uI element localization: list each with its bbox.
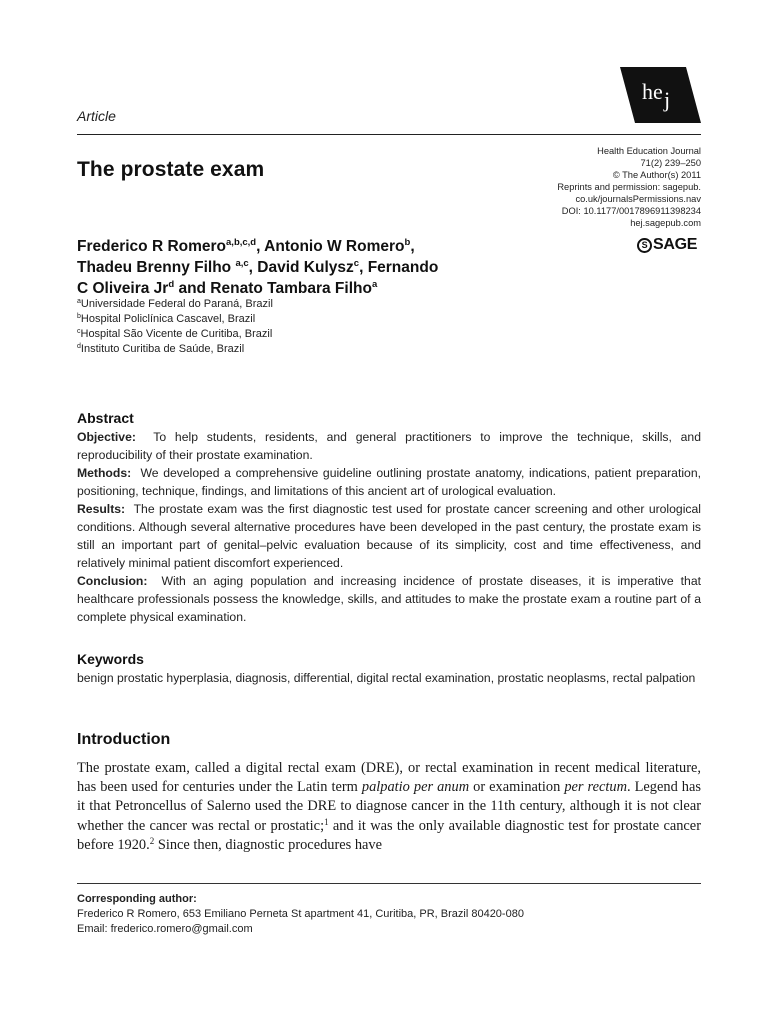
journal-reprints: Reprints and permission: sagepub. (557, 182, 701, 192)
journal-meta (461, 145, 701, 229)
author-name: Frederico R Romero (77, 238, 227, 255)
article-type-label: Article (77, 108, 116, 124)
abstract-label: Results: (77, 502, 126, 517)
author-separator: , (410, 238, 415, 255)
introduction-section (77, 729, 701, 855)
intro-text: Since then, diagnostic procedures have (154, 836, 383, 853)
journal-volume: 71(2) 239–250 (640, 158, 701, 168)
author-affil-sup: b (404, 237, 411, 248)
keywords-text: benign prostatic hyperplasia, diagnosis, differential, digital rectal examination, prostatic neoplasms, rectal palpation (77, 671, 696, 685)
author-separator: and Renato Tambara Filho (174, 280, 372, 297)
intro-text: . Legend has it that Petroncellus of Salerno used the DRE to diagnose cancer in the 11th century, although it is not clear whether the cancer was rectal or prostatic; (77, 779, 701, 834)
abstract-label: Conclusion: (77, 574, 148, 589)
affiliation-text: Instituto Curitiba de Saúde, Brazil (80, 343, 245, 355)
affiliation-sup: c (77, 328, 81, 335)
keywords-heading: Keywords (77, 651, 144, 667)
publisher-logo (637, 236, 697, 254)
abstract-label: Objective: (77, 430, 136, 444)
corresponding-email[interactable]: Email: frederico.romero@gmail.com (77, 923, 253, 935)
author-name: C Oliveira Jr (77, 280, 169, 297)
author-list (77, 236, 527, 299)
publisher-name: SAGE (653, 236, 698, 253)
logo-text-main: he (642, 79, 663, 104)
journal-doi[interactable]: DOI: 10.1177/0017896911398234 (561, 206, 701, 216)
header-divider (77, 134, 701, 135)
author-affil-sup: a (371, 279, 378, 290)
author-affil-sup: d (168, 279, 175, 290)
corresponding-author (77, 892, 524, 937)
author-name: David Kulysz (257, 259, 354, 276)
abstract-conclusion (77, 572, 701, 626)
journal-name: Health Education Journal (597, 146, 701, 156)
intro-text: The prostate exam, called a digital rectal exam (DRE), or rectal examination in recent medical literature, has been used for centuries under the Latin term (77, 760, 701, 796)
author-affil-sup: c (353, 258, 360, 269)
affiliation-sup: b (77, 313, 81, 320)
abstract-heading: Abstract (77, 410, 134, 426)
abstract-text: The prostate exam was the first diagnostic test used for prostate cancer screening and other urological conditions. Although several alternative procedures have been developed in the past century, the prostate exam is still an important part of genital–pelvic evaluation because of its simplicity, cost and time effectiveness, and relatively minimal patient discomfort experienced. (77, 502, 701, 571)
affiliation-item (77, 327, 273, 342)
footnote-divider (77, 883, 701, 884)
journal-permissions-link[interactable]: co.uk/journalsPermissions.nav (575, 194, 701, 204)
page-title: The prostate exam (77, 158, 265, 181)
logo-text-sub: j (664, 87, 671, 112)
intro-italic: per rectum (564, 779, 627, 796)
affiliation-item (77, 312, 273, 327)
abstract-results (77, 500, 701, 572)
citation-ref[interactable]: 2 (149, 835, 155, 846)
sage-icon: S (637, 238, 652, 253)
abstract-methods (77, 464, 701, 500)
abstract-section (77, 409, 701, 627)
intro-text: or examination (469, 779, 565, 796)
author-separator: , (256, 238, 265, 255)
author-name: Thadeu Brenny Filho (77, 259, 236, 276)
affiliations (77, 297, 273, 357)
affiliation-text: Hospital São Vicente de Curitiba, Brazil (80, 328, 273, 340)
abstract-objective (77, 428, 701, 464)
author-name: Antonio W Romero (264, 238, 405, 255)
author-separator: , (248, 259, 258, 276)
abstract-text: To help students, residents, and general practitioners to improve the technique, skills, and reproducibility of their prostate examination. (77, 430, 701, 463)
abstract-text: With an aging population and increasing incidence of prostate diseases, it is imperative that healthcare professionals possess the knowledge, skills, and attitudes to make the prostate exam a routine part of a complete physical examination. (77, 574, 701, 625)
affiliation-sup: a (77, 298, 81, 305)
corresponding-address: Frederico R Romero, 653 Emiliano Perneta St apartment 41, Curitiba, PR, Brazil 80420-080 (77, 908, 524, 920)
abstract-text: We developed a comprehensive guideline outlining prostate anatomy, indications, patient preparation, positioning, technique, findings, and limitations of this ancient art of urological evaluation. (77, 466, 701, 499)
intro-text: and it was the only available diagnostic test for prostate cancer before 1920. (77, 817, 701, 853)
affiliation-text: Hospital Policlínica Cascavel, Brazil (80, 313, 256, 325)
author-affil-sup: a,b,c,d (226, 237, 257, 248)
journal-copyright: © The Author(s) 2011 (612, 170, 701, 180)
introduction-heading: Introduction (77, 731, 171, 748)
journal-logo (620, 67, 701, 123)
citation-ref[interactable]: 1 (324, 816, 329, 827)
affiliation-sup: d (77, 343, 81, 350)
corresponding-heading: Corresponding author: (77, 893, 197, 905)
abstract-label: Methods: (77, 466, 132, 481)
journal-url[interactable]: hej.sagepub.com (630, 218, 701, 228)
author-affil-sup: a,c (235, 258, 249, 269)
intro-italic: palpatio per anum (361, 779, 470, 796)
affiliation-item (77, 297, 273, 312)
keywords-section (77, 650, 701, 687)
author-separator: , Fernando (359, 259, 439, 276)
affiliation-text: Universidade Federal do Paraná, Brazil (80, 298, 273, 310)
affiliation-item (77, 342, 273, 357)
introduction-paragraph (77, 759, 701, 855)
